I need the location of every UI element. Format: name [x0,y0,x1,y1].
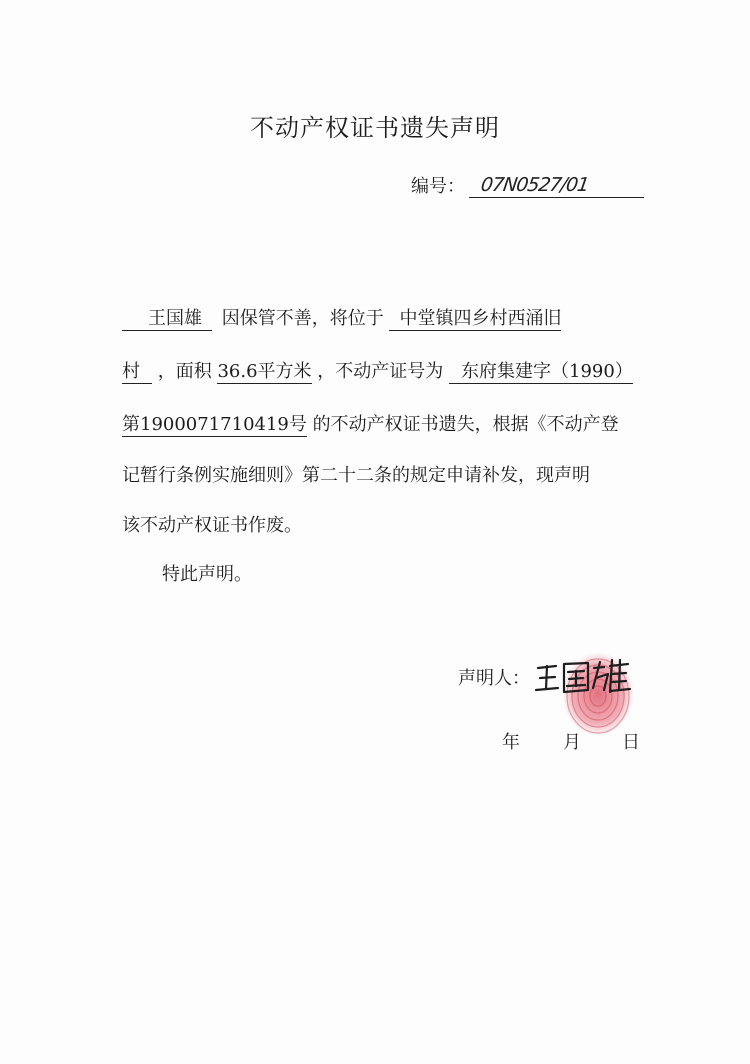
date-day: 日 [622,732,640,753]
signature-with-fingerprint [530,646,650,736]
body-text: ，不动产证号为 [317,361,444,382]
date-year: 年 [502,732,520,753]
body-line-4: 记暂行条例实施细则》第二十二条的规定申请补发，现声明 [122,465,590,486]
serial-value: 07N0527/01 [479,174,590,196]
body-text: ，面积 [157,361,212,382]
property-location: 中堂镇四乡村西涌旧 [389,309,561,331]
body-text: 的不动产权证书遗失，根据《不动产登 [312,414,619,435]
owner-name: 王国雄 [122,309,212,331]
body-line-5: 该不动产权证书作废。 [122,515,302,536]
body-line-3 [122,410,619,437]
certificate-number: 第1900071710419号 [122,414,307,435]
property-location-end: 村 [122,362,152,384]
date-month: 月 [563,732,581,753]
body-text: 因保管不善，将位于 [221,308,384,329]
body-line-2 [122,357,633,384]
serial-number-row [411,172,644,198]
certificate-number-prefix: 东府集建字（1990） [449,362,633,384]
property-area: 36.6平方米 [217,361,312,382]
serial-label: 编号： [411,176,465,197]
serial-underline [469,173,644,198]
declarant-label: 声明人： [458,668,530,689]
closing-statement: 特此声明。 [162,564,252,585]
fingerprint-seal [530,646,650,736]
body-line-1 [122,304,561,331]
document-title: 不动产权证书遗失声明 [250,114,500,142]
